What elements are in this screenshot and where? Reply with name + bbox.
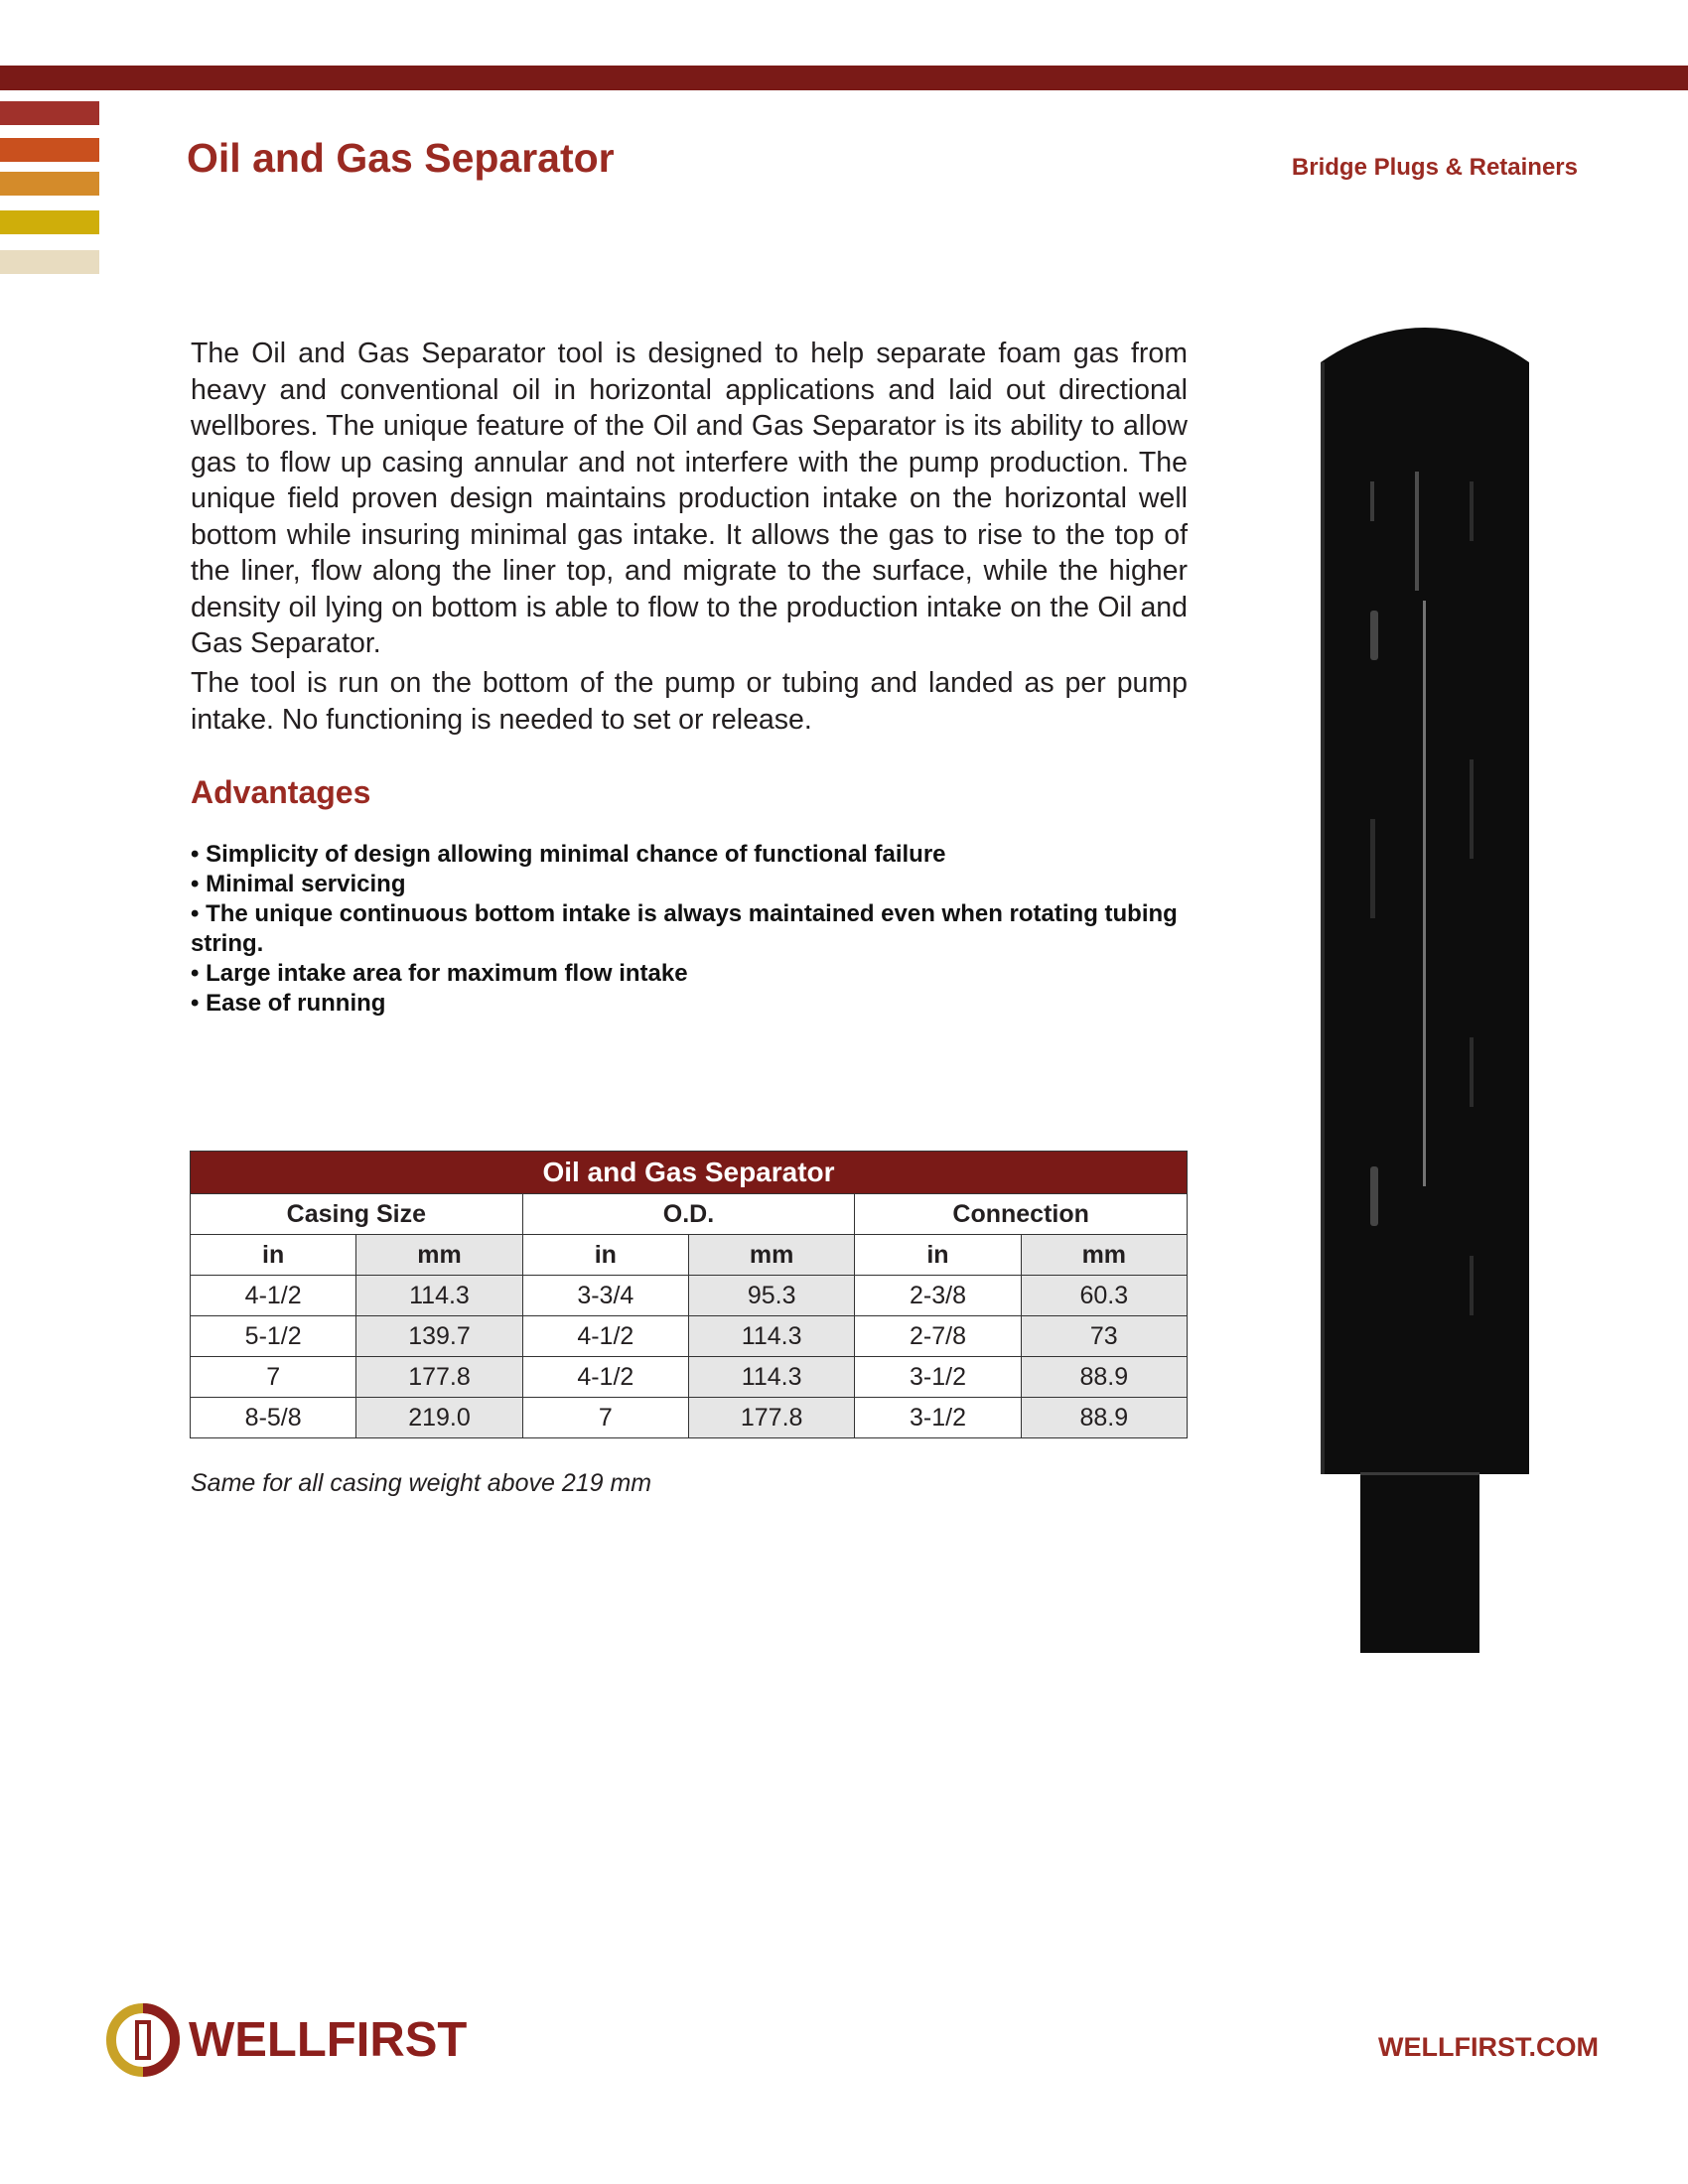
color-stripe [0, 210, 99, 234]
table-cell: 7 [522, 1398, 688, 1438]
table-cell: 2-7/8 [855, 1316, 1021, 1357]
website-link[interactable]: WELLFIRST.COM [1378, 2032, 1599, 2062]
table-cell: 88.9 [1021, 1398, 1187, 1438]
advantage-item: • Ease of running [191, 989, 1184, 1019]
table-note: Same for all casing weight above 219 mm [191, 1469, 652, 1497]
unit-header: mm [1021, 1235, 1187, 1276]
table-cell: 60.3 [1021, 1276, 1187, 1316]
color-stripe [0, 138, 99, 162]
unit-header: in [855, 1235, 1021, 1276]
table-cell: 4-1/2 [191, 1276, 356, 1316]
group-header-od: O.D. [522, 1194, 855, 1235]
advantage-item: • Minimal servicing [191, 870, 1184, 899]
page-title: Oil and Gas Separator [187, 135, 615, 181]
table-cell: 3-3/4 [522, 1276, 688, 1316]
advantages-heading: Advantages [191, 774, 371, 810]
table-cell: 177.8 [356, 1357, 522, 1398]
table-cell: 114.3 [356, 1276, 522, 1316]
advantage-item: • Large intake area for maximum flow intake [191, 959, 1184, 989]
table-cell: 2-3/8 [855, 1276, 1021, 1316]
table-cell: 88.9 [1021, 1357, 1187, 1398]
table-row [191, 1316, 1188, 1357]
table-cell: 114.3 [688, 1316, 854, 1357]
header-rule [0, 66, 1688, 90]
unit-header: in [191, 1235, 356, 1276]
color-stripe [0, 101, 99, 125]
advantage-item: • The unique continuous bottom intake is always maintained even when rotating tubing string. [191, 899, 1184, 959]
table-cell: 177.8 [688, 1398, 854, 1438]
color-stripe [0, 250, 99, 274]
table-cell: 3-1/2 [855, 1398, 1021, 1438]
group-header-connection: Connection [855, 1194, 1188, 1235]
table-cell: 4-1/2 [522, 1316, 688, 1357]
advantages-list [191, 840, 1184, 1019]
table-title: Oil and Gas Separator [191, 1152, 1188, 1194]
unit-header: mm [688, 1235, 854, 1276]
table-cell: 7 [191, 1357, 356, 1398]
table-row [191, 1398, 1188, 1438]
intro-paragraph-2: The tool is run on the bottom of the pump or tubing and landed as per pump intake. No functioning is needed to set or release. [191, 667, 1188, 736]
unit-header: in [522, 1235, 688, 1276]
brand-wordmark: WELLFIRST [189, 2013, 468, 2067]
table-cell: 219.0 [356, 1398, 522, 1438]
separator-tool-image [1311, 323, 1539, 1658]
spec-table [190, 1151, 1188, 1438]
table-cell: 4-1/2 [522, 1357, 688, 1398]
table-row [191, 1357, 1188, 1398]
unit-header: mm [356, 1235, 522, 1276]
table-cell: 139.7 [356, 1316, 522, 1357]
table-cell: 73 [1021, 1316, 1187, 1357]
table-cell: 95.3 [688, 1276, 854, 1316]
group-header-casing: Casing Size [191, 1194, 523, 1235]
intro-paragraph-1: The Oil and Gas Separator tool is designed to help separate foam gas from heavy and conventional oil in horizontal applications and laid out directional wellbores. The unique feature of the Oil and Gas Separator is its ability to allow gas to flow up casing annular and not interfere with the pump production. The unique field proven design maintains production intake on the horizontal well bottom while insuring minimal gas intake. It allows the gas to rise to the top of the liner, flow along the liner top, and migrate to the surface, while the higher density oil lying on bottom is able to flow to the production intake on the Oil and Gas Separator. [191, 338, 1188, 659]
table-cell: 114.3 [688, 1357, 854, 1398]
table-cell: 5-1/2 [191, 1316, 356, 1357]
table-cell: 8-5/8 [191, 1398, 356, 1438]
color-stripe [0, 172, 99, 196]
table-row [191, 1276, 1188, 1316]
category-label: Bridge Plugs & Retainers [1291, 154, 1578, 181]
advantage-item: • Simplicity of design allowing minimal chance of functional failure [191, 840, 1184, 870]
table-cell: 3-1/2 [855, 1357, 1021, 1398]
